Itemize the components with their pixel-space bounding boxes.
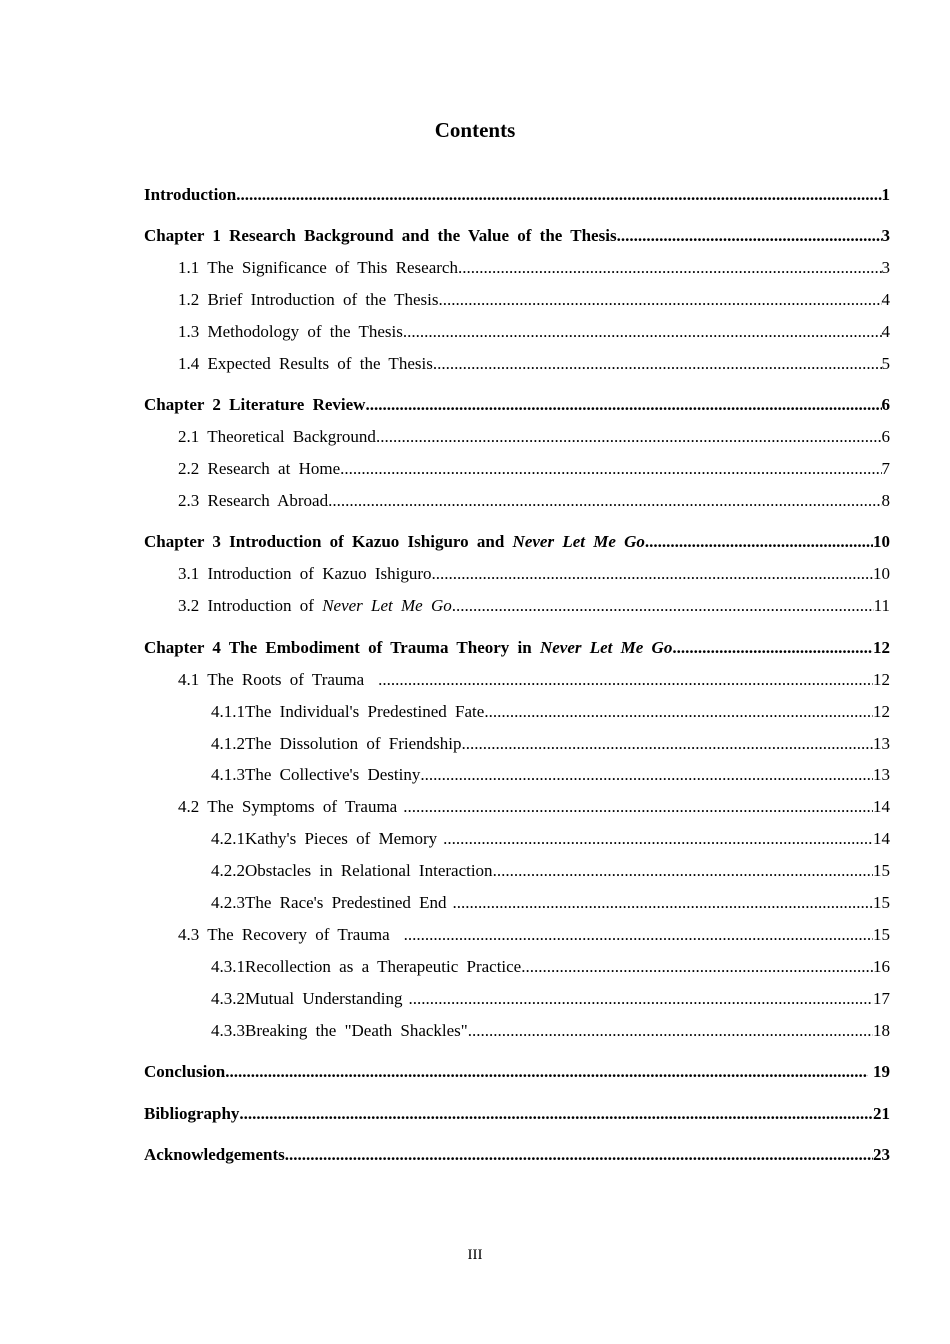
toc-entry-label: Chapter 1 Research Background and the Value of the Thesis [144, 226, 617, 245]
toc-entry-label: 4.3.2Mutual Understanding [211, 989, 403, 1008]
toc-entry-label: 1.1 The Significance of This Research [178, 258, 458, 277]
toc-entry-page: 14 [873, 797, 890, 816]
toc-entry-label: 4.2 The Symptoms of Trauma [178, 797, 398, 816]
toc-entry-label: 4.1.1The Individual's Predestined Fate [211, 702, 485, 721]
toc-entry-page: 14 [873, 829, 890, 848]
toc-entry-label: 4.2.2Obstacles in Relational Interaction [211, 861, 493, 880]
toc-entry-chapter-4[interactable] [144, 637, 890, 659]
toc-entry-4-3-2[interactable] [211, 988, 890, 1010]
toc-entry-page: 11 [873, 596, 890, 615]
toc-entry-label: 1.2 Brief Introduction of the Thesis [178, 290, 439, 309]
book-title: Never Let Me Go [512, 532, 645, 551]
toc-entry-page: 21 [873, 1104, 890, 1123]
toc-entry-1-2[interactable] [178, 289, 890, 311]
toc-entry-label: 4.3.3Breaking the "Death Shackles" [211, 1021, 468, 1040]
toc-entry-4-2-3[interactable] [211, 892, 890, 914]
toc-entry-page: 6 [881, 427, 890, 446]
toc-entry-4-1-1[interactable] [211, 701, 890, 723]
toc-entry-bibliography[interactable] [144, 1103, 890, 1125]
toc-entry-2-2[interactable] [178, 458, 890, 480]
toc-entry-label: 4.1 The Roots of Trauma [178, 670, 365, 689]
toc-entry-label: Acknowledgements [144, 1145, 285, 1164]
toc-entry-4-2[interactable] [178, 796, 890, 818]
toc-entry-1-4[interactable] [178, 353, 890, 375]
toc-entry-label: 2.3 Research Abroad [178, 491, 329, 510]
toc-entry-label: 1.3 Methodology of the Thesis [178, 322, 403, 341]
toc-entry-chapter-1[interactable] [144, 225, 890, 247]
book-title: Never Let Me Go [539, 638, 673, 657]
toc-entry-chapter-2[interactable] [144, 394, 890, 416]
toc-entry-1-1[interactable] [178, 257, 890, 279]
toc-entry-label: Bibliography [144, 1104, 240, 1123]
toc-entry-label: Conclusion [144, 1062, 226, 1081]
toc-entry-page: 15 [873, 925, 890, 944]
toc-entry-page: 13 [873, 765, 890, 784]
toc-entry-label: Chapter 2 Literature Review [144, 395, 366, 414]
toc-entry-page: 4 [881, 290, 890, 309]
toc-entry-conclusion[interactable] [144, 1061, 890, 1083]
toc-entry-page: 3 [881, 258, 890, 277]
toc-entry-introduction[interactable] [144, 184, 890, 206]
toc-entry-4-1-2[interactable] [211, 733, 890, 755]
toc-entry-label: 2.2 Research at Home [178, 459, 341, 478]
toc-entry-page: 12 [873, 670, 890, 689]
toc-entry-2-1[interactable] [178, 426, 890, 448]
toc-entry-page: 13 [873, 734, 890, 753]
toc-entry-page: 6 [881, 395, 890, 414]
toc-entry-label: 4.2.1Kathy's Pieces of Memory [211, 829, 438, 848]
toc-entry-acknowledgements[interactable] [144, 1144, 890, 1166]
toc-entry-3-2[interactable] [178, 595, 890, 617]
toc-entry-label: 2.1 Theoretical Background [178, 427, 376, 446]
book-title: Never Let Me Go [322, 596, 452, 615]
toc-entry-4-2-1[interactable] [211, 828, 890, 850]
toc-entry-4-1[interactable] [178, 669, 890, 691]
toc-entry-page: 12 [873, 702, 890, 721]
toc-entry-label: 4.3 The Recovery of Trauma [178, 925, 390, 944]
toc-entry-4-2-2[interactable] [211, 860, 890, 882]
toc-entry-page: 10 [873, 564, 890, 583]
toc-entry-label: 4.1.2The Dissolution of Friendship [211, 734, 462, 753]
toc-entry-label: 3.2 Introduction of [178, 596, 323, 615]
toc-entry-page: 15 [873, 861, 890, 880]
toc-entry-label: 4.1.3The Collective's Destiny [211, 765, 421, 784]
toc-entry-4-3-1[interactable] [211, 956, 890, 978]
toc-entry-label: 1.4 Expected Results of the Thesis [178, 354, 433, 373]
toc-entry-label: 3.1 Introduction of Kazuo Ishiguro [178, 564, 432, 583]
toc-entry-1-3[interactable] [178, 321, 890, 343]
toc-entry-page: 16 [873, 957, 890, 976]
toc-entry-4-3[interactable] [178, 924, 890, 946]
toc-entry-page: 17 [873, 989, 890, 1008]
toc-entry-page: 12 [873, 638, 890, 657]
toc-entry-page: 18 [873, 1021, 890, 1040]
page-title: Contents [434, 118, 516, 142]
toc-entry-chapter-3[interactable] [144, 531, 890, 553]
toc-entry-page: 15 [873, 893, 890, 912]
page-number: III [467, 1247, 483, 1263]
toc-entry-label: 4.2.3The Race's Predestined End [211, 893, 447, 912]
toc-entry-3-1[interactable] [178, 563, 890, 585]
toc-entry-page: 23 [873, 1145, 890, 1164]
toc-entry-page: 5 [881, 354, 890, 373]
toc-entry-page: 3 [881, 226, 890, 245]
toc-entry-page: 4 [881, 322, 890, 341]
toc-entry-label: Chapter 4 The Embodiment of Trauma Theory in [144, 638, 540, 657]
toc-entry-4-1-3[interactable] [211, 764, 890, 786]
toc-entry-page: 1 [881, 185, 890, 204]
toc-entry-page: 19 [873, 1062, 890, 1081]
toc-entry-page: 8 [881, 491, 890, 510]
toc-entry-label: Introduction [144, 185, 237, 204]
toc-entry-4-3-3[interactable] [211, 1020, 890, 1042]
toc-entry-page: 7 [881, 459, 890, 478]
toc-entry-page: 10 [873, 532, 890, 551]
toc-entry-label: 4.3.1Recollection as a Therapeutic Practice [211, 957, 522, 976]
toc-entry-label: Chapter 3 Introduction of Kazuo Ishiguro and [144, 532, 513, 551]
toc-entry-2-3[interactable] [178, 490, 890, 512]
